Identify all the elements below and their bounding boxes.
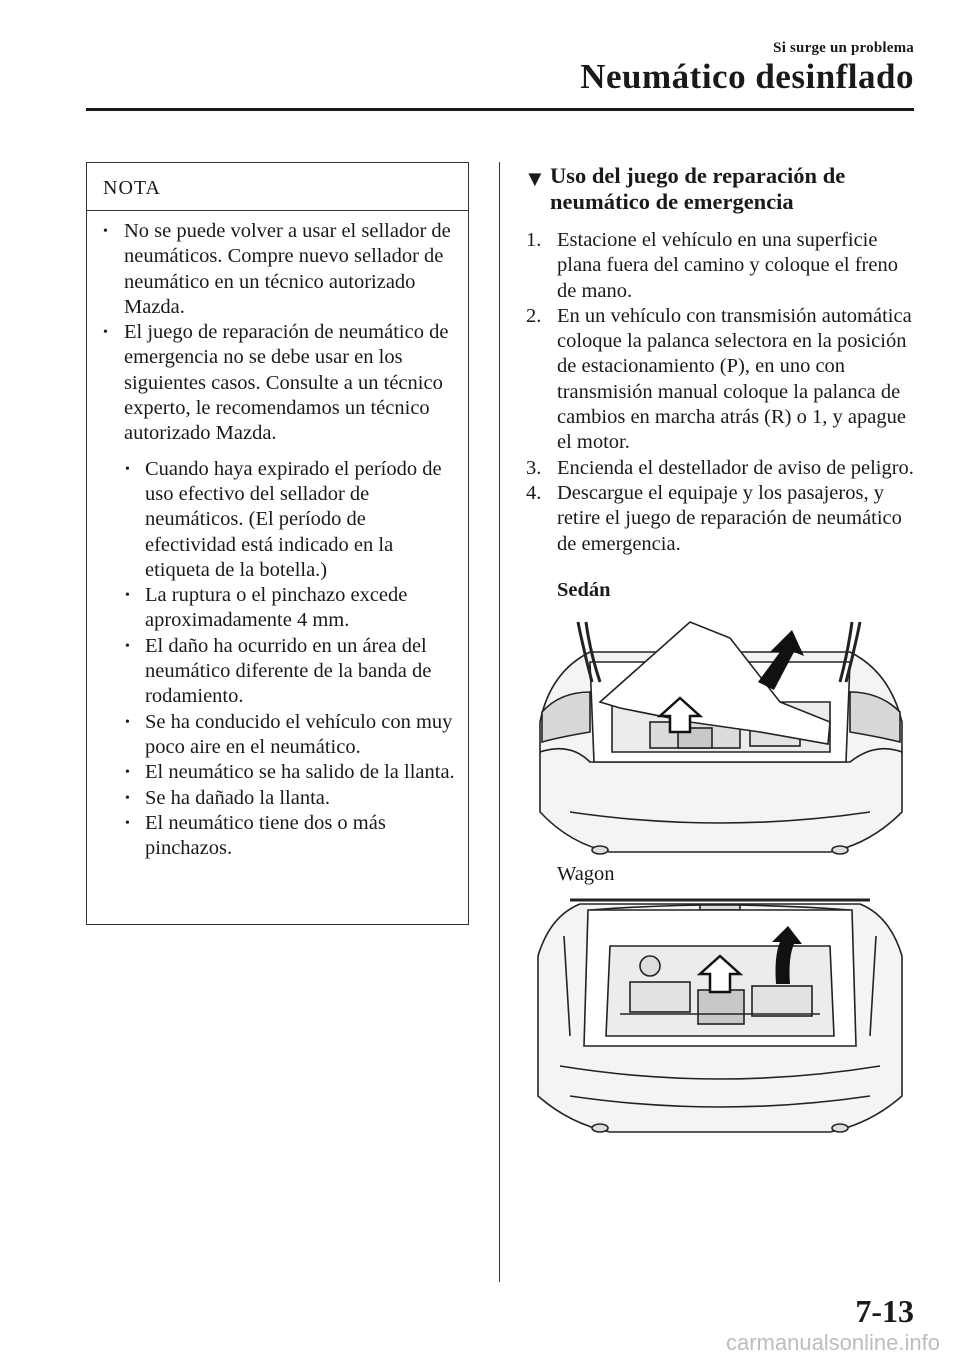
note-sub-bullet: • La ruptura o el pinchazo excede aproximadamente 4 mm. bbox=[123, 583, 461, 634]
note-sub-bullet: • El daño ha ocurrido en un área del neumático diferente de la banda de rodamiento. bbox=[123, 634, 461, 710]
section-name: Si surge un problema bbox=[773, 40, 914, 56]
step-number: 2. bbox=[526, 304, 542, 327]
note-sub-bullet: • Cuando haya expirado el período de uso efectivo del sellador de neumáticos. (El período de efectividad está indicado en la etiqueta de la botella.) bbox=[123, 457, 461, 583]
step-number: 4. bbox=[526, 481, 542, 504]
note-sub-bullet: • El neumático tiene dos o más pinchazos. bbox=[123, 811, 461, 862]
wagon-label: Wagon bbox=[557, 863, 615, 885]
step-number: 3. bbox=[526, 456, 542, 479]
wagon-trunk-illustration bbox=[530, 896, 910, 1141]
note-sub-bullet: • El neumático se ha salido de la llanta. bbox=[123, 760, 461, 785]
step-item bbox=[526, 228, 921, 304]
note-bullet: • El juego de reparación de neumático de emergencia no se debe usar en los siguientes casos. Consulte a un técnico experto, le recomendamos un técnico autorizado Mazda. bbox=[101, 320, 461, 446]
watermark: carmanualsonline.info bbox=[725, 1330, 940, 1355]
page-title: Neumático desinflado bbox=[580, 57, 914, 96]
note-title: NOTA bbox=[103, 177, 161, 199]
note-sub-bullet: • Se ha conducido el vehículo con muy poco aire en el neumático. bbox=[123, 710, 461, 761]
header-divider bbox=[86, 108, 914, 111]
page-number: 7-13 bbox=[855, 1293, 914, 1329]
note-sub-bullet: • Se ha dañado la llanta. bbox=[123, 786, 461, 811]
note-bullet: • No se puede volver a usar el sellador de neumáticos. Compre nuevo sellador de neumático en un técnico autorizado Mazda. bbox=[101, 219, 461, 320]
sedan-trunk-illustration bbox=[530, 612, 910, 862]
note-body bbox=[101, 219, 461, 861]
section-heading: ▼ Uso del juego de reparación de neumático de emergencia bbox=[524, 163, 846, 214]
note-divider bbox=[87, 210, 468, 211]
step-item bbox=[526, 304, 921, 456]
step-text: Encienda el destellador de aviso de peligro. bbox=[557, 456, 914, 479]
triangle-marker-icon: ▼ bbox=[524, 166, 546, 191]
note-box bbox=[86, 162, 469, 925]
step-text: Descargue el equipaje y los pasajeros, y retire el juego de reparación de neumático de emergencia. bbox=[557, 481, 902, 555]
step-number: 1. bbox=[526, 229, 542, 251]
steps-list bbox=[526, 228, 921, 557]
sedan-label: Sedán bbox=[557, 579, 611, 601]
step-item bbox=[526, 456, 921, 481]
step-text: Estacione el vehículo en una superficie plana fuera del camino y coloque el freno de mano. bbox=[557, 229, 898, 302]
step-item bbox=[526, 481, 921, 557]
note-sub-list bbox=[101, 457, 461, 862]
step-text: En un vehículo con transmisión automática coloque la palanca selectora en la posición de estacionamiento (P), en uno con transmisión manual coloque la palanca de cambios en marcha atrás (R) o 1, y apague el motor. bbox=[557, 304, 912, 454]
column-divider bbox=[499, 162, 500, 1282]
